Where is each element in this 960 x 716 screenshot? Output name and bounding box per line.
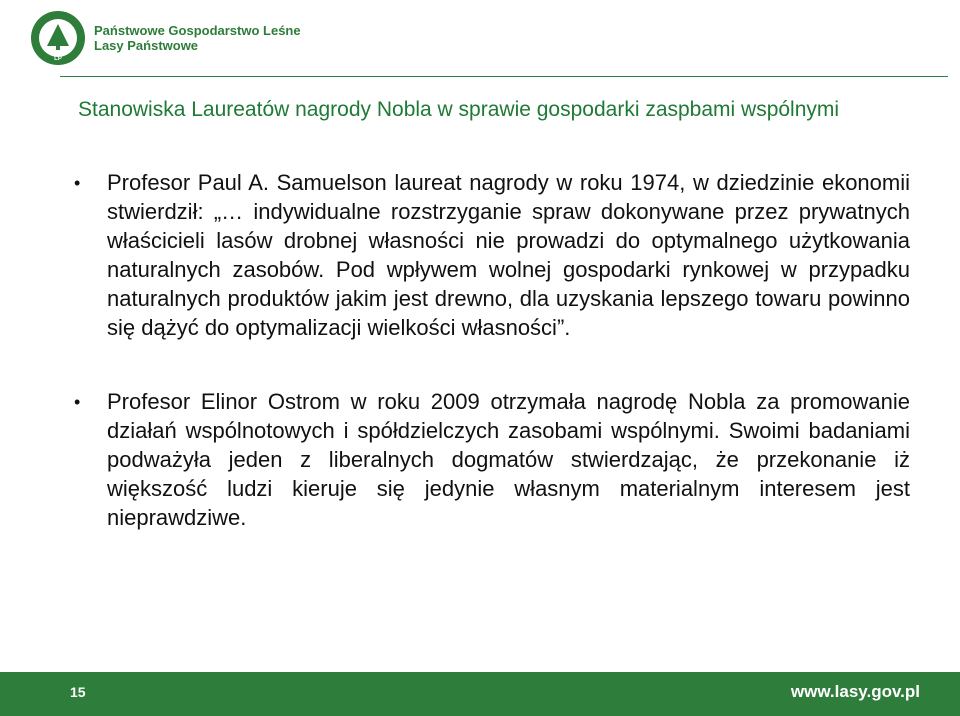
lasy-panstwowe-logo	[30, 10, 86, 66]
bullet-item-samuelson	[70, 168, 910, 342]
bullet-list	[70, 168, 910, 532]
bullet-text: Profesor Paul A. Samuelson laureat nagrody w roku 1974, w dziedzinie ekonomii stwierdził: „… indywidualne rozstrzyganie spraw dokonywane przez prywatnych właścicieli lasów drobnej własności nie prowadzi do optymalnego użytkowania naturalnych zasobów. Pod wpływem wolnej gospodarki rynkowej w przypadku naturalnych produktów jakim jest drewno, dla uzyskania lepszego towaru powinno się dążyć do optymalizacji wielkości własności”.	[107, 170, 910, 340]
org-line-1: Państwowe Gospodarstwo Leśne	[94, 23, 301, 38]
bullet-item-ostrom	[70, 387, 910, 532]
page-number: 15	[70, 684, 86, 700]
slide-header	[0, 0, 960, 70]
slide-footer	[0, 672, 960, 716]
bullet-icon: •	[74, 392, 81, 412]
bullet-text: Profesor Elinor Ostrom w roku 2009 otrzymała nagrodę Nobla za promowanie działań wspólnotowych i spółdzielczych zasobami wspólnymi. Swoimi badaniami podważyła jeden z liberalnych dogmatów stwierdzając, że przekonanie iż większość ludzi kieruje się jedynie własnym materialnym interesem jest nieprawdziwe.	[107, 389, 910, 530]
slide-title: Stanowiska Laureatów nagrody Nobla w sprawie gospodarki zaspbami wspólnymi	[78, 98, 840, 121]
organization-name	[94, 23, 301, 53]
bullet-icon: •	[74, 173, 81, 193]
website-url: www.lasy.gov.pl	[790, 682, 920, 701]
org-line-2: Lasy Państwowe	[94, 38, 199, 53]
header-divider	[60, 76, 948, 77]
logo-mark: LP	[54, 56, 62, 62]
